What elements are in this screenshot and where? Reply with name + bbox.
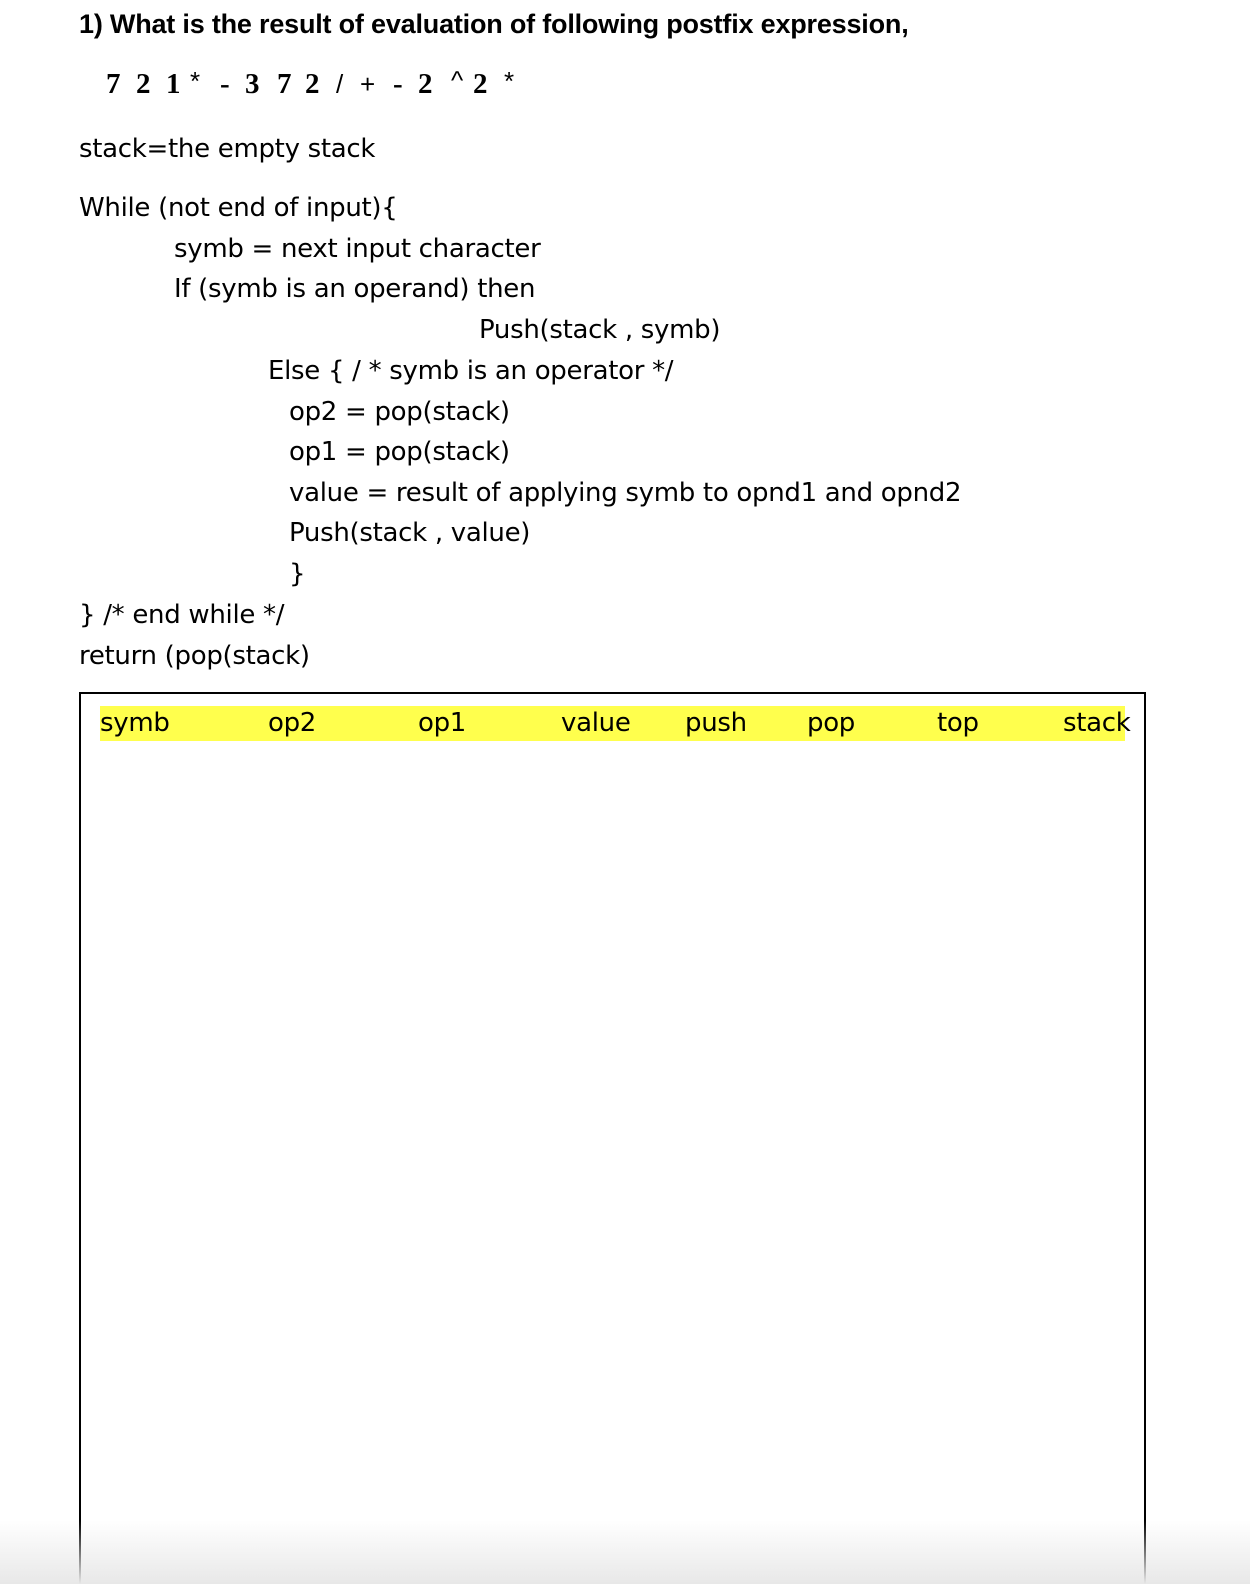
question-title: 1) What is the result of evaluation of following postfix expression,	[79, 9, 909, 39]
code-line: Push(stack , symb)	[479, 315, 721, 345]
expression-token: 7	[277, 68, 292, 100]
expression-token: *	[190, 66, 201, 96]
code-line: op2 = pop(stack)	[289, 397, 510, 427]
header-symb: symb	[100, 708, 170, 738]
code-line: stack=the empty stack	[79, 134, 376, 164]
expression-token: +	[360, 69, 376, 99]
expression-token: -	[220, 68, 230, 100]
code-line: symb = next input character	[174, 234, 541, 264]
header-op2: op2	[268, 708, 317, 738]
header-value: value	[561, 708, 631, 738]
code-line: value = result of applying symb to opnd1 and opnd2	[289, 478, 962, 508]
header-stack: stack	[1063, 708, 1131, 738]
header-pop: pop	[807, 708, 856, 738]
code-line: } /* end while */	[79, 600, 285, 630]
expression-token: /	[336, 69, 344, 99]
expression-token: 7	[106, 68, 121, 100]
expression-token: 1	[166, 68, 181, 100]
header-push: push	[685, 708, 747, 738]
header-top: top	[937, 708, 979, 738]
code-line: return (pop(stack)	[79, 641, 310, 671]
header-op1: op1	[418, 708, 467, 738]
code-line: op1 = pop(stack)	[289, 437, 510, 467]
code-line: While (not end of input){	[79, 193, 398, 223]
expression-token: 2	[136, 68, 151, 100]
table-header-row	[100, 706, 1131, 741]
expression-token: 2	[305, 68, 320, 100]
code-line: If (symb is an operand) then	[174, 274, 536, 304]
expression-token: 2	[473, 68, 488, 100]
postfix-expression	[0, 66, 560, 102]
expression-token: 3	[245, 68, 260, 100]
code-line: }	[289, 559, 306, 589]
expression-token: 2	[418, 68, 433, 100]
code-line: Else { / * symb is an operator */	[268, 356, 674, 386]
trace-table	[79, 692, 1146, 1584]
expression-token: ^	[451, 65, 464, 95]
expression-token: -	[393, 68, 403, 100]
code-line: Push(stack , value)	[289, 518, 531, 548]
expression-token: *	[504, 66, 515, 96]
